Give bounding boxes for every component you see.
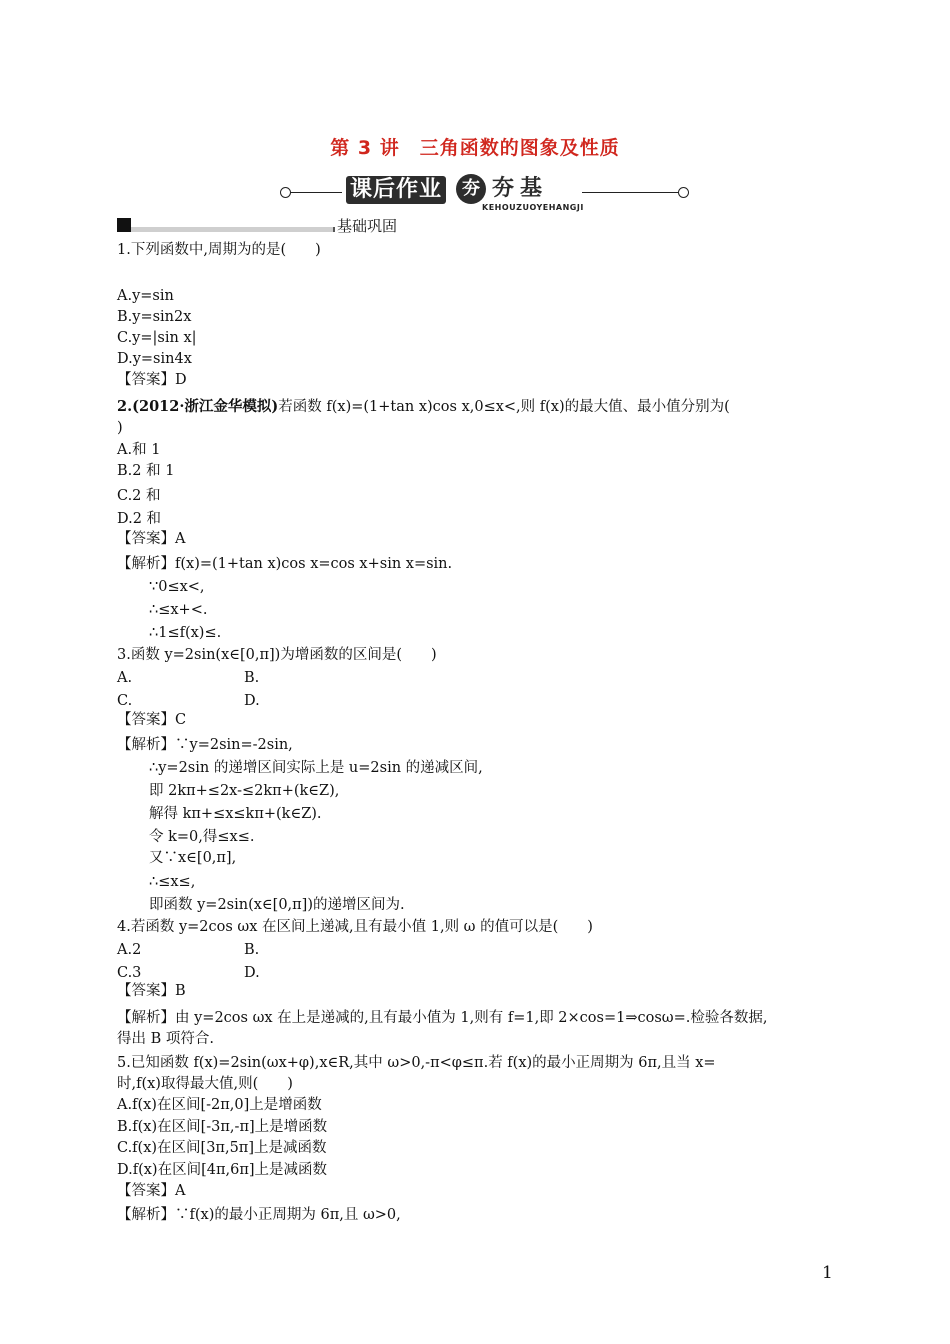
option-b: B.	[244, 942, 260, 958]
section-label: 基础巩固	[337, 217, 398, 235]
option-line: C.y=|sin x|	[117, 330, 197, 346]
question-source: 2.(2012·浙江金华模拟)	[117, 398, 279, 415]
banner-left-dot	[280, 187, 291, 198]
option-line: D.2 和	[117, 511, 162, 527]
banner-left-text: 课后作业	[346, 176, 446, 204]
banner-emblem-icon: 夯	[456, 174, 486, 204]
page-title: 第 3 讲 三角函数的图象及性质	[330, 137, 620, 159]
answer-line: 【答案】B	[117, 983, 186, 999]
analysis-line: 【解析】∵f(x)的最小正周期为 6π,且 ω>0,	[117, 1207, 401, 1223]
option-line: A.和 1	[117, 442, 161, 458]
banner-right-dot	[678, 187, 689, 198]
option-d: D.	[244, 965, 260, 981]
analysis-line: 【解析】∵y=2sin=-2sin,	[117, 737, 293, 753]
question-2	[117, 397, 730, 417]
answer-line: 【答案】A	[117, 531, 186, 547]
analysis-line: ∴≤x+<.	[149, 602, 208, 618]
option-c: C.	[117, 693, 133, 709]
section-marker-icon	[117, 218, 131, 232]
option-line: D.y=sin4x	[117, 351, 192, 367]
question-4: 4.若函数 y=2cos ωx 在区间上递减,且有最小值 1,则 ω 的值可以是( )	[117, 919, 593, 935]
analysis-line: 又∵x∈[0,π],	[149, 850, 237, 866]
option-d: D.	[244, 693, 260, 709]
option-c: C.3	[117, 965, 142, 981]
analysis-line: 【解析】f(x)=(1+tan x)cos x=cos x+sin x=sin.	[117, 556, 453, 572]
question-continuation: 时,f(x)取得最大值,则( )	[117, 1076, 293, 1092]
question-3: 3.函数 y=2sin(x∈[0,π])为增函数的区间是( )	[117, 647, 437, 663]
option-line: A.y=sin	[117, 288, 174, 304]
question-continuation: )	[117, 420, 123, 436]
analysis-line: ∴≤x≤,	[149, 874, 196, 890]
option-row	[117, 963, 260, 983]
analysis-line: 得出 B 项符合.	[117, 1031, 214, 1047]
analysis-line: ∴1≤f(x)≤.	[149, 625, 222, 641]
question-1: 1.下列函数中,周期为的是( )	[117, 242, 321, 258]
option-line: B.f(x)在区间[-3π,-π]上是增函数	[117, 1119, 328, 1135]
analysis-line: ∵0≤x<,	[149, 579, 205, 595]
option-b: B.	[244, 670, 260, 686]
option-line: B.2 和 1	[117, 463, 175, 479]
option-row	[117, 940, 260, 960]
option-a: A.	[117, 670, 133, 686]
option-line: C.2 和	[117, 488, 161, 504]
answer-line: 【答案】D	[117, 372, 187, 388]
question-text: 若函数 f(x)=(1+tan x)cos x,0≤x<,则 f(x)的最大值、最小值分别为(	[278, 399, 730, 415]
option-line: C.f(x)在区间[3π,5π]上是减函数	[117, 1140, 327, 1156]
analysis-line: 即 2kπ+≤2x-≤2kπ+(k∈Z),	[149, 783, 340, 799]
analysis-line: 【解析】由 y=2cos ωx 在上是递减的,且有最小值为 1,则有 f=1,即 2×cos=1⇒cosω=.检验各数据,	[117, 1010, 768, 1026]
option-a: A.2	[117, 942, 142, 958]
section-banner	[280, 170, 690, 214]
banner-right-text: 夯基	[492, 176, 549, 201]
question-5: 5.已知函数 f(x)=2sin(ωx+φ),x∈R,其中 ω>0,-π<φ≤π.若 f(x)的最小正周期为 6π,且当 x=	[117, 1055, 716, 1071]
banner-logo	[342, 172, 582, 210]
section-bar	[131, 227, 335, 232]
option-row	[117, 691, 260, 711]
option-line: B.y=sin2x	[117, 309, 192, 325]
option-row	[117, 668, 260, 688]
option-line: D.f(x)在区间[4π,6π]上是减函数	[117, 1162, 328, 1178]
analysis-line: 即函数 y=2sin(x∈[0,π])的递增区间为.	[149, 897, 405, 913]
answer-line: 【答案】C	[117, 712, 187, 728]
answer-line: 【答案】A	[117, 1183, 186, 1199]
analysis-line: 解得 kπ+≤x≤kπ+(k∈Z).	[149, 806, 322, 822]
analysis-line: ∴y=2sin 的递增区间实际上是 u=2sin 的递减区间,	[149, 760, 483, 776]
option-line: A.f(x)在区间[-2π,0]上是增函数	[117, 1097, 322, 1113]
banner-subtitle: KEHOUZUOYEHANGJI	[482, 203, 584, 212]
analysis-line: 令 k=0,得≤x≤.	[149, 829, 255, 845]
page-number: 1	[822, 1263, 833, 1283]
